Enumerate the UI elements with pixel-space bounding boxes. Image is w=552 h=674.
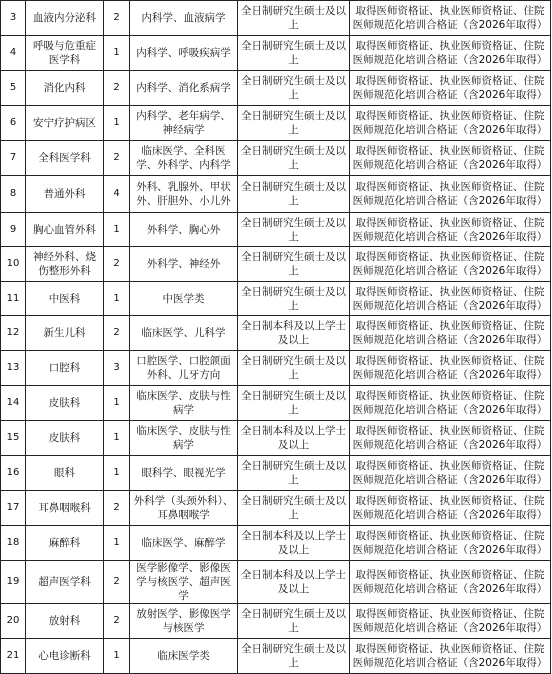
cell-requirement: 取得医师资格证、执业医师资格证、住院医师规范化培训合格证（含2026年取得） bbox=[350, 71, 551, 106]
cell-department: 皮肤科 bbox=[26, 421, 104, 456]
cell-major: 临床医学、儿科学 bbox=[130, 316, 238, 351]
cell-education: 全日制本科及以上学士及以上 bbox=[238, 526, 350, 561]
cell-headcount: 1 bbox=[104, 282, 130, 316]
table-row bbox=[1, 456, 551, 491]
table-row bbox=[1, 639, 551, 674]
cell-number: 8 bbox=[1, 176, 26, 213]
cell-education: 全日制研究生硕士及以上 bbox=[238, 213, 350, 247]
cell-department: 血液内分泌科 bbox=[26, 1, 104, 36]
cell-education: 全日制研究生硕士及以上 bbox=[238, 386, 350, 421]
cell-department: 安宁疗护病区 bbox=[26, 106, 104, 141]
cell-number: 3 bbox=[1, 1, 26, 36]
cell-education: 全日制本科及以上学士及以上 bbox=[238, 421, 350, 456]
cell-major: 中医学类 bbox=[130, 282, 238, 316]
cell-department: 眼科 bbox=[26, 456, 104, 491]
cell-headcount: 2 bbox=[104, 71, 130, 106]
cell-number: 10 bbox=[1, 247, 26, 282]
cell-department: 心电诊断科 bbox=[26, 639, 104, 674]
cell-education: 全日制研究生硕士及以上 bbox=[238, 351, 350, 386]
cell-number: 15 bbox=[1, 421, 26, 456]
cell-requirement: 取得医师资格证、执业医师资格证、住院医师规范化培训合格证（含2026年取得） bbox=[350, 247, 551, 282]
cell-headcount: 2 bbox=[104, 141, 130, 176]
cell-requirement: 取得医师资格证、执业医师资格证、住院医师规范化培训合格证（含2026年取得） bbox=[350, 213, 551, 247]
cell-requirement: 取得医师资格证、执业医师资格证、住院医师规范化培训合格证（含2026年取得） bbox=[350, 639, 551, 674]
cell-requirement: 取得医师资格证、执业医师资格证、住院医师规范化培训合格证（含2026年取得） bbox=[350, 386, 551, 421]
cell-education: 全日制研究生硕士及以上 bbox=[238, 456, 350, 491]
cell-education: 全日制研究生硕士及以上 bbox=[238, 36, 350, 71]
cell-department: 神经外科、烧伤整形外科 bbox=[26, 247, 104, 282]
table-row bbox=[1, 561, 551, 604]
cell-requirement: 取得医师资格证、执业医师资格证、住院医师规范化培训合格证（含2026年取得） bbox=[350, 176, 551, 213]
cell-department: 新生儿科 bbox=[26, 316, 104, 351]
table-body bbox=[1, 1, 551, 674]
cell-major: 临床医学、皮肤与性病学 bbox=[130, 386, 238, 421]
cell-education: 全日制研究生硕士及以上 bbox=[238, 247, 350, 282]
table-row bbox=[1, 71, 551, 106]
cell-number: 7 bbox=[1, 141, 26, 176]
cell-major: 临床医学、全科医学、外科学、内科学 bbox=[130, 141, 238, 176]
table-row bbox=[1, 36, 551, 71]
cell-number: 21 bbox=[1, 639, 26, 674]
cell-education: 全日制研究生硕士及以上 bbox=[238, 639, 350, 674]
cell-major: 内科学、消化系病学 bbox=[130, 71, 238, 106]
cell-major: 内科学、血液病学 bbox=[130, 1, 238, 36]
cell-requirement: 取得医师资格证、执业医师资格证、住院医师规范化培训合格证（含2026年取得） bbox=[350, 604, 551, 639]
table-row bbox=[1, 386, 551, 421]
cell-department: 呼吸与危重症医学科 bbox=[26, 36, 104, 71]
cell-number: 20 bbox=[1, 604, 26, 639]
cell-major: 外科、乳腺外、甲状外、肝胆外、小儿外 bbox=[130, 176, 238, 213]
cell-requirement: 取得医师资格证、执业医师资格证、住院医师规范化培训合格证（含2026年取得） bbox=[350, 1, 551, 36]
cell-headcount: 2 bbox=[104, 247, 130, 282]
cell-headcount: 2 bbox=[104, 561, 130, 604]
cell-requirement: 取得医师资格证、执业医师资格证、住院医师规范化培训合格证（含2026年取得） bbox=[350, 141, 551, 176]
cell-headcount: 1 bbox=[104, 386, 130, 421]
cell-education: 全日制研究生硕士及以上 bbox=[238, 491, 350, 526]
cell-major: 外科学、胸心外 bbox=[130, 213, 238, 247]
cell-headcount: 2 bbox=[104, 1, 130, 36]
table-row bbox=[1, 106, 551, 141]
cell-requirement: 取得医师资格证、执业医师资格证、住院医师规范化培训合格证（含2026年取得） bbox=[350, 561, 551, 604]
cell-requirement: 取得医师资格证、执业医师资格证、住院医师规范化培训合格证（含2026年取得） bbox=[350, 421, 551, 456]
cell-education: 全日制研究生硕士及以上 bbox=[238, 282, 350, 316]
table-row bbox=[1, 141, 551, 176]
cell-headcount: 1 bbox=[104, 213, 130, 247]
cell-education: 全日制研究生硕士及以上 bbox=[238, 106, 350, 141]
cell-major: 眼科学、眼视光学 bbox=[130, 456, 238, 491]
cell-major: 临床医学、麻醉学 bbox=[130, 526, 238, 561]
cell-requirement: 取得医师资格证、执业医师资格证、住院医师规范化培训合格证（含2026年取得） bbox=[350, 36, 551, 71]
cell-department: 耳鼻咽喉科 bbox=[26, 491, 104, 526]
cell-education: 全日制研究生硕士及以上 bbox=[238, 141, 350, 176]
table-row bbox=[1, 351, 551, 386]
cell-requirement: 取得医师资格证、执业医师资格证、住院医师规范化培训合格证（含2026年取得） bbox=[350, 106, 551, 141]
cell-number: 19 bbox=[1, 561, 26, 604]
cell-number: 17 bbox=[1, 491, 26, 526]
cell-major: 内科学、老年病学、神经病学 bbox=[130, 106, 238, 141]
table-row bbox=[1, 213, 551, 247]
cell-headcount: 4 bbox=[104, 176, 130, 213]
cell-requirement: 取得医师资格证、执业医师资格证、住院医师规范化培训合格证（含2026年取得） bbox=[350, 456, 551, 491]
cell-headcount: 2 bbox=[104, 491, 130, 526]
cell-department: 中医科 bbox=[26, 282, 104, 316]
cell-major: 口腔医学、口腔颌面外科、儿牙方向 bbox=[130, 351, 238, 386]
cell-department: 皮肤科 bbox=[26, 386, 104, 421]
cell-requirement: 取得医师资格证、执业医师资格证、住院医师规范化培训合格证（含2026年取得） bbox=[350, 491, 551, 526]
cell-headcount: 1 bbox=[104, 639, 130, 674]
table-row bbox=[1, 526, 551, 561]
cell-major: 外科学（头颈外科）、耳鼻咽喉学 bbox=[130, 491, 238, 526]
cell-number: 9 bbox=[1, 213, 26, 247]
cell-requirement: 取得医师资格证、执业医师资格证、住院医师规范化培训合格证（含2026年取得） bbox=[350, 316, 551, 351]
table-row bbox=[1, 176, 551, 213]
cell-department: 麻醉科 bbox=[26, 526, 104, 561]
table-row bbox=[1, 282, 551, 316]
cell-department: 全科医学科 bbox=[26, 141, 104, 176]
cell-number: 5 bbox=[1, 71, 26, 106]
cell-education: 全日制研究生硕士及以上 bbox=[238, 604, 350, 639]
cell-department: 超声医学科 bbox=[26, 561, 104, 604]
cell-number: 14 bbox=[1, 386, 26, 421]
cell-department: 胸心血管外科 bbox=[26, 213, 104, 247]
table-row bbox=[1, 316, 551, 351]
cell-education: 全日制研究生硕士及以上 bbox=[238, 176, 350, 213]
cell-number: 18 bbox=[1, 526, 26, 561]
table-row bbox=[1, 421, 551, 456]
cell-major: 外科学、神经外 bbox=[130, 247, 238, 282]
cell-education: 全日制研究生硕士及以上 bbox=[238, 71, 350, 106]
cell-department: 消化内科 bbox=[26, 71, 104, 106]
cell-education: 全日制本科及以上学士及以上 bbox=[238, 561, 350, 604]
cell-major: 内科学、呼吸疾病学 bbox=[130, 36, 238, 71]
cell-major: 医学影像学、影像医学与核医学、超声医学 bbox=[130, 561, 238, 604]
cell-number: 4 bbox=[1, 36, 26, 71]
cell-number: 6 bbox=[1, 106, 26, 141]
cell-education: 全日制研究生硕士及以上 bbox=[238, 1, 350, 36]
table-row bbox=[1, 1, 551, 36]
cell-headcount: 1 bbox=[104, 526, 130, 561]
cell-department: 普通外科 bbox=[26, 176, 104, 213]
cell-headcount: 1 bbox=[104, 421, 130, 456]
cell-education: 全日制本科及以上学士及以上 bbox=[238, 316, 350, 351]
cell-headcount: 1 bbox=[104, 456, 130, 491]
cell-headcount: 2 bbox=[104, 604, 130, 639]
cell-headcount: 3 bbox=[104, 351, 130, 386]
cell-major: 放射医学、影像医学与核医学 bbox=[130, 604, 238, 639]
cell-number: 13 bbox=[1, 351, 26, 386]
cell-headcount: 1 bbox=[104, 36, 130, 71]
cell-requirement: 取得医师资格证、执业医师资格证、住院医师规范化培训合格证（含2026年取得） bbox=[350, 351, 551, 386]
cell-department: 口腔科 bbox=[26, 351, 104, 386]
cell-department: 放射科 bbox=[26, 604, 104, 639]
cell-number: 12 bbox=[1, 316, 26, 351]
cell-requirement: 取得医师资格证、执业医师资格证、住院医师规范化培训合格证（含2026年取得） bbox=[350, 526, 551, 561]
cell-requirement: 取得医师资格证、执业医师资格证、住院医师规范化培训合格证（含2026年取得） bbox=[350, 282, 551, 316]
table-row bbox=[1, 604, 551, 639]
table-row bbox=[1, 491, 551, 526]
cell-headcount: 1 bbox=[104, 106, 130, 141]
cell-number: 16 bbox=[1, 456, 26, 491]
cell-major: 临床医学、皮肤与性病学 bbox=[130, 421, 238, 456]
table-row bbox=[1, 247, 551, 282]
cell-number: 11 bbox=[1, 282, 26, 316]
cell-headcount: 2 bbox=[104, 316, 130, 351]
cell-major: 临床医学类 bbox=[130, 639, 238, 674]
